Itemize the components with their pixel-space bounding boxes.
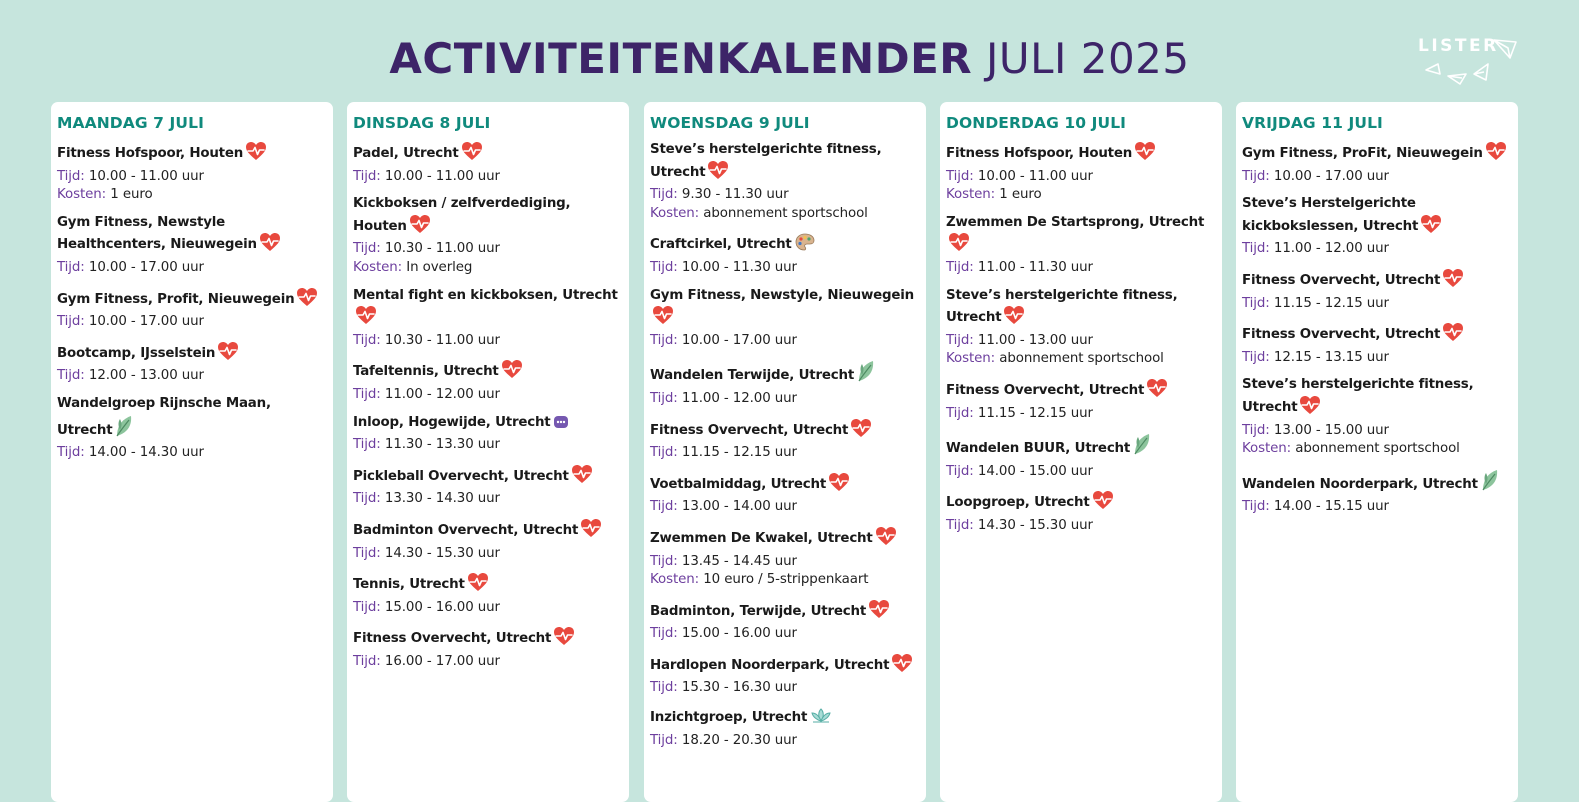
heart-icon — [707, 160, 729, 187]
event-item — [946, 214, 1216, 278]
event-item — [353, 287, 623, 351]
time-value: 13.00 - 14.00 uur — [681, 499, 797, 515]
event-name: Inloop, Hogewijde, Utrecht — [353, 414, 551, 430]
cost-value: abonnement sportschool — [1295, 441, 1460, 457]
event-name: Wandelen BUUR, Utrecht — [946, 441, 1131, 457]
event-item — [650, 232, 920, 277]
time-label: Tijd: — [650, 499, 678, 515]
time-value: 13.00 - 15.00 uur — [1273, 422, 1389, 438]
event-name: Loopgroep, Utrecht — [946, 495, 1090, 511]
event-item — [650, 707, 920, 750]
time-value: 10.00 - 17.00 uur — [1273, 168, 1389, 184]
time-label: Tijd: — [353, 599, 381, 615]
time-value: 14.00 - 15.15 uur — [1273, 499, 1389, 515]
event-title-line — [946, 141, 1216, 168]
leaf-icon — [114, 414, 134, 445]
event-name: Fitness Overvecht, Utrecht — [1242, 327, 1441, 343]
title-month: JULI 2025 — [985, 34, 1190, 83]
event-item — [650, 418, 920, 463]
event-name: Fitness Overvecht, Utrecht — [353, 631, 552, 647]
cost-label: Kosten: — [650, 572, 700, 588]
event-name: Fitness Hofspoor, Houten — [57, 146, 244, 161]
heart-icon — [850, 418, 872, 445]
event-time — [650, 679, 920, 698]
event-name: Mental fight en kickboksen, Utrecht — [353, 287, 618, 303]
heart-icon — [461, 141, 483, 168]
event-item — [1242, 141, 1512, 186]
event-title-line — [353, 572, 623, 599]
time-value: 11.00 - 12.00 uur — [681, 390, 797, 406]
event-item — [650, 526, 920, 590]
heart-icon — [868, 599, 890, 626]
cost-label: Kosten: — [946, 351, 996, 367]
event-time — [353, 436, 623, 455]
event-time — [946, 259, 1216, 278]
time-label: Tijd: — [650, 553, 678, 569]
event-time — [353, 490, 623, 509]
event-time — [353, 599, 623, 618]
event-name: Tafeltennis, Utrecht — [353, 364, 499, 380]
time-label: Tijd: — [1242, 422, 1270, 438]
event-name: Gym Fitness, ProFit, Nieuwegein — [1242, 146, 1483, 161]
chat-icon — [553, 414, 569, 437]
heart-icon — [409, 214, 431, 241]
event-cost — [650, 205, 920, 224]
time-value: 10.00 - 17.00 uur — [681, 332, 797, 348]
time-label: Tijd: — [650, 332, 678, 348]
event-title-line — [650, 141, 920, 186]
time-label: Tijd: — [57, 445, 85, 461]
time-value: 14.30 - 15.30 uur — [384, 545, 500, 561]
leaf-icon — [1480, 468, 1500, 499]
title-main: ACTIVITEITENKALENDER — [389, 34, 973, 83]
event-cost — [650, 571, 920, 590]
event-item — [1242, 322, 1512, 367]
event-item — [353, 359, 623, 404]
time-value: 11.30 - 13.30 uur — [384, 437, 500, 453]
event-name: Steve’s herstelgerichte fitness, Utrecht — [946, 287, 1178, 326]
event-title-line — [946, 378, 1216, 405]
event-item — [650, 287, 920, 351]
cost-label: Kosten: — [353, 259, 403, 275]
event-title-line — [1242, 195, 1512, 240]
event-title-line — [353, 359, 623, 386]
event-time — [57, 168, 327, 187]
event-name: Wandelgroep Rijnsche Maan, Utrecht — [57, 395, 271, 438]
time-value: 10.00 - 11.00 uur — [88, 168, 204, 184]
event-title-line — [57, 341, 327, 368]
time-value: 9.30 - 11.30 uur — [681, 187, 789, 203]
day-column — [940, 102, 1222, 802]
event-title-line — [946, 214, 1216, 259]
event-name: Zwemmen De Startsprong, Utrecht — [946, 214, 1205, 230]
event-name: Inzichtgroep, Utrecht — [650, 710, 808, 726]
event-title-line — [57, 141, 327, 168]
day-column — [347, 102, 629, 802]
event-item — [353, 518, 623, 563]
event-time — [353, 168, 623, 187]
time-label: Tijd: — [650, 445, 678, 461]
time-label: Tijd: — [946, 168, 974, 184]
cost-label: Kosten: — [1242, 441, 1292, 457]
time-label: Tijd: — [1242, 241, 1270, 257]
event-time — [353, 653, 623, 672]
event-item — [1242, 195, 1512, 259]
time-label: Tijd: — [57, 168, 85, 184]
event-title-line — [353, 518, 623, 545]
event-title-line — [946, 490, 1216, 517]
time-value: 11.15 - 12.15 uur — [681, 445, 797, 461]
event-title-line — [650, 232, 920, 259]
event-item — [57, 341, 327, 386]
event-time — [946, 463, 1216, 482]
event-title-line — [353, 626, 623, 653]
time-value: 15.00 - 16.00 uur — [681, 626, 797, 642]
time-label: Tijd: — [946, 332, 974, 348]
event-title-line — [650, 526, 920, 553]
event-time — [353, 386, 623, 405]
lister-logo — [1418, 34, 1530, 90]
event-name: Zwemmen De Kwakel, Utrecht — [650, 530, 873, 546]
event-title-line — [353, 464, 623, 491]
event-time — [650, 259, 920, 278]
time-value: 15.30 - 16.30 uur — [681, 680, 797, 696]
time-value: 14.00 - 15.00 uur — [977, 463, 1093, 479]
event-name: Voetbalmiddag, Utrecht — [650, 476, 827, 492]
heart-icon — [1299, 395, 1321, 422]
event-item — [1242, 268, 1512, 313]
event-item — [353, 414, 623, 455]
palette-icon — [794, 232, 816, 259]
cost-label: Kosten: — [650, 205, 700, 221]
heart-icon — [1146, 378, 1168, 405]
event-item — [353, 464, 623, 509]
event-time — [353, 545, 623, 564]
heart-icon — [1420, 214, 1442, 241]
event-title-line — [57, 287, 327, 314]
cost-label: Kosten: — [946, 187, 996, 203]
lotus-icon — [809, 707, 833, 732]
time-value: 12.15 - 13.15 uur — [1273, 349, 1389, 365]
event-name: Fitness Overvecht, Utrecht — [650, 422, 849, 438]
event-time — [353, 332, 623, 351]
event-name: Wandelen Noorderpark, Utrecht — [1242, 476, 1478, 492]
event-title-line — [1242, 468, 1512, 499]
time-label: Tijd: — [57, 259, 85, 275]
event-time — [1242, 240, 1512, 259]
event-cost — [1242, 440, 1512, 459]
event-title-line — [57, 214, 327, 259]
heart-icon — [217, 341, 239, 368]
heart-icon — [553, 626, 575, 653]
time-label: Tijd: — [650, 390, 678, 406]
event-item — [946, 432, 1216, 481]
time-value: 14.00 - 14.30 uur — [88, 445, 204, 461]
event-time — [353, 240, 623, 259]
event-name: Pickleball Overvecht, Utrecht — [353, 468, 569, 484]
event-name: Padel, Utrecht — [353, 146, 459, 161]
time-label: Tijd: — [57, 314, 85, 330]
heart-icon — [1442, 268, 1464, 295]
heart-icon — [467, 572, 489, 599]
time-label: Tijd: — [1242, 295, 1270, 311]
time-label: Tijd: — [650, 259, 678, 275]
heart-icon — [948, 232, 970, 259]
event-name: Kickboksen / zelfverdediging, Houten — [353, 196, 571, 234]
time-value: 10.00 - 11.30 uur — [681, 259, 797, 275]
time-label: Tijd: — [650, 732, 678, 748]
event-name: Wandelen Terwijde, Utrecht — [650, 368, 855, 384]
event-item — [57, 141, 327, 205]
heart-icon — [355, 305, 377, 332]
event-item — [353, 195, 623, 277]
time-label: Tijd: — [353, 491, 381, 507]
cost-label: Kosten: — [57, 187, 107, 203]
time-value: 11.00 - 12.00 uur — [1273, 241, 1389, 257]
time-value: 18.20 - 20.30 uur — [681, 732, 797, 748]
event-name: Gym Fitness, Newstyle Healthcenters, Nieuwegein — [57, 214, 257, 253]
cost-value: 1 euro — [110, 187, 153, 203]
event-item — [650, 472, 920, 517]
time-value: 10.00 - 17.00 uur — [88, 259, 204, 275]
event-title-line — [650, 653, 920, 680]
day-heading: DONDERDAG 10 JULI — [946, 114, 1127, 132]
event-title-line — [57, 395, 327, 444]
cost-value: 10 euro / 5-strippenkaart — [703, 572, 869, 588]
event-time — [650, 444, 920, 463]
time-label: Tijd: — [353, 241, 381, 257]
event-name: Badminton Overvecht, Utrecht — [353, 522, 579, 538]
event-time — [946, 405, 1216, 424]
event-name: Steve’s Herstelgerichte kickbokslessen, Utrecht — [1242, 196, 1419, 234]
time-label: Tijd: — [1242, 349, 1270, 365]
time-label: Tijd: — [946, 463, 974, 479]
event-time — [946, 332, 1216, 351]
heart-icon — [245, 141, 267, 168]
time-label: Tijd: — [353, 168, 381, 184]
heart-icon — [1134, 141, 1156, 168]
heart-icon — [1092, 490, 1114, 517]
event-time — [1242, 295, 1512, 314]
time-value: 10.00 - 11.00 uur — [977, 168, 1093, 184]
event-time — [57, 367, 327, 386]
event-time — [650, 498, 920, 517]
event-title-line — [353, 414, 623, 437]
event-name: Badminton, Terwijde, Utrecht — [650, 603, 867, 619]
event-item — [650, 653, 920, 698]
event-title-line — [1242, 376, 1512, 421]
cost-value: abonnement sportschool — [999, 351, 1164, 367]
time-value: 12.00 - 13.00 uur — [88, 368, 204, 384]
event-item — [353, 626, 623, 671]
event-title-line — [650, 599, 920, 626]
event-title-line — [353, 195, 623, 240]
day-heading: DINSDAG 8 JULI — [353, 114, 491, 132]
event-time — [650, 332, 920, 351]
event-name: Gym Fitness, Newstyle, Nieuwegein — [650, 287, 915, 303]
time-label: Tijd: — [353, 437, 381, 453]
event-name: Steve’s herstelgerichte fitness, Utrecht — [650, 142, 882, 180]
event-title-line — [650, 359, 920, 390]
event-time — [650, 186, 920, 205]
event-time — [1242, 349, 1512, 368]
event-item — [1242, 376, 1512, 458]
time-label: Tijd: — [650, 680, 678, 696]
time-label: Tijd: — [353, 332, 381, 348]
time-label: Tijd: — [946, 517, 974, 533]
time-label: Tijd: — [946, 259, 974, 275]
time-value: 14.30 - 15.30 uur — [977, 517, 1093, 533]
heart-icon — [1442, 322, 1464, 349]
event-time — [1242, 168, 1512, 187]
event-time — [1242, 422, 1512, 441]
time-value: 13.30 - 14.30 uur — [384, 491, 500, 507]
event-cost — [946, 350, 1216, 369]
event-time — [57, 259, 327, 278]
event-time — [650, 625, 920, 644]
time-value: 16.00 - 17.00 uur — [384, 653, 500, 669]
event-item — [650, 141, 920, 223]
page-title — [0, 32, 1579, 86]
event-name: Tennis, Utrecht — [353, 577, 465, 593]
time-value: 10.00 - 17.00 uur — [88, 314, 204, 330]
event-item — [1242, 468, 1512, 517]
event-title-line — [1242, 268, 1512, 295]
event-name: Bootcamp, IJsselstein — [57, 345, 216, 361]
time-value: 11.00 - 13.00 uur — [977, 332, 1093, 348]
time-label: Tijd: — [353, 653, 381, 669]
cost-value: In overleg — [406, 259, 473, 275]
time-value: 13.45 - 14.45 uur — [681, 553, 797, 569]
day-column — [51, 102, 333, 802]
cost-value: 1 euro — [999, 187, 1042, 203]
heart-icon — [259, 232, 281, 259]
time-value: 11.15 - 12.15 uur — [1273, 295, 1389, 311]
event-name: Fitness Overvecht, Utrecht — [946, 382, 1145, 398]
time-label: Tijd: — [650, 187, 678, 203]
event-item — [946, 378, 1216, 423]
event-item — [946, 287, 1216, 369]
time-value: 10.30 - 11.00 uur — [384, 241, 500, 257]
time-value: 10.00 - 11.00 uur — [384, 168, 500, 184]
leaf-icon — [1132, 432, 1152, 463]
time-label: Tijd: — [353, 386, 381, 402]
time-value: 11.15 - 12.15 uur — [977, 405, 1093, 421]
event-title-line — [650, 287, 920, 332]
event-item — [650, 359, 920, 408]
leaf-icon — [856, 359, 876, 390]
time-label: Tijd: — [650, 626, 678, 642]
time-label: Tijd: — [1242, 168, 1270, 184]
heart-icon — [652, 305, 674, 332]
day-column — [644, 102, 926, 802]
event-name: Steve’s herstelgerichte fitness, Utrecht — [1242, 377, 1474, 415]
day-heading: VRIJDAG 11 JULI — [1242, 114, 1383, 132]
event-time — [650, 553, 920, 572]
event-item — [57, 214, 327, 278]
event-time — [650, 732, 920, 751]
event-time — [946, 168, 1216, 187]
event-title-line — [1242, 141, 1512, 168]
heart-icon — [875, 526, 897, 553]
event-title-line — [353, 287, 623, 332]
event-name: Gym Fitness, Profit, Nieuwegein — [57, 291, 295, 307]
event-time — [57, 313, 327, 332]
event-time — [650, 390, 920, 409]
time-value: 10.30 - 11.00 uur — [384, 332, 500, 348]
time-label: Tijd: — [353, 545, 381, 561]
event-name: Fitness Overvecht, Utrecht — [1242, 272, 1441, 288]
heart-icon — [571, 464, 593, 491]
event-item — [946, 141, 1216, 205]
heart-icon — [1485, 141, 1507, 168]
event-name: Craftcirkel, Utrecht — [650, 237, 792, 253]
event-time — [57, 444, 327, 463]
heart-icon — [501, 359, 523, 386]
event-title-line — [946, 287, 1216, 332]
heart-icon — [828, 472, 850, 499]
event-item — [353, 141, 623, 186]
time-value: 11.00 - 12.00 uur — [384, 386, 500, 402]
event-cost — [946, 186, 1216, 205]
event-item — [946, 490, 1216, 535]
time-label: Tijd: — [946, 405, 974, 421]
event-title-line — [650, 472, 920, 499]
event-title-line — [946, 432, 1216, 463]
event-title-line — [650, 707, 920, 732]
day-column — [1236, 102, 1518, 802]
time-label: Tijd: — [1242, 499, 1270, 515]
event-name: Hardlopen Noorderpark, Utrecht — [650, 657, 890, 673]
day-heading: WOENSDAG 9 JULI — [650, 114, 810, 132]
time-value: 15.00 - 16.00 uur — [384, 599, 500, 615]
event-name: Fitness Hofspoor, Houten — [946, 146, 1133, 161]
time-label: Tijd: — [57, 368, 85, 384]
event-time — [1242, 498, 1512, 517]
heart-icon — [1003, 305, 1025, 332]
heart-icon — [891, 653, 913, 680]
event-title-line — [1242, 322, 1512, 349]
heart-icon — [580, 518, 602, 545]
event-time — [946, 517, 1216, 536]
event-item — [650, 599, 920, 644]
day-heading: MAANDAG 7 JULI — [57, 114, 204, 132]
event-item — [353, 572, 623, 617]
event-item — [57, 395, 327, 463]
event-cost — [57, 186, 327, 205]
heart-icon — [296, 287, 318, 314]
event-title-line — [650, 418, 920, 445]
logo-text: LISTER — [1418, 36, 1499, 56]
event-item — [57, 287, 327, 332]
cost-value: abonnement sportschool — [703, 205, 868, 221]
time-value: 11.00 - 11.30 uur — [977, 259, 1093, 275]
event-title-line — [353, 141, 623, 168]
event-cost — [353, 259, 623, 278]
